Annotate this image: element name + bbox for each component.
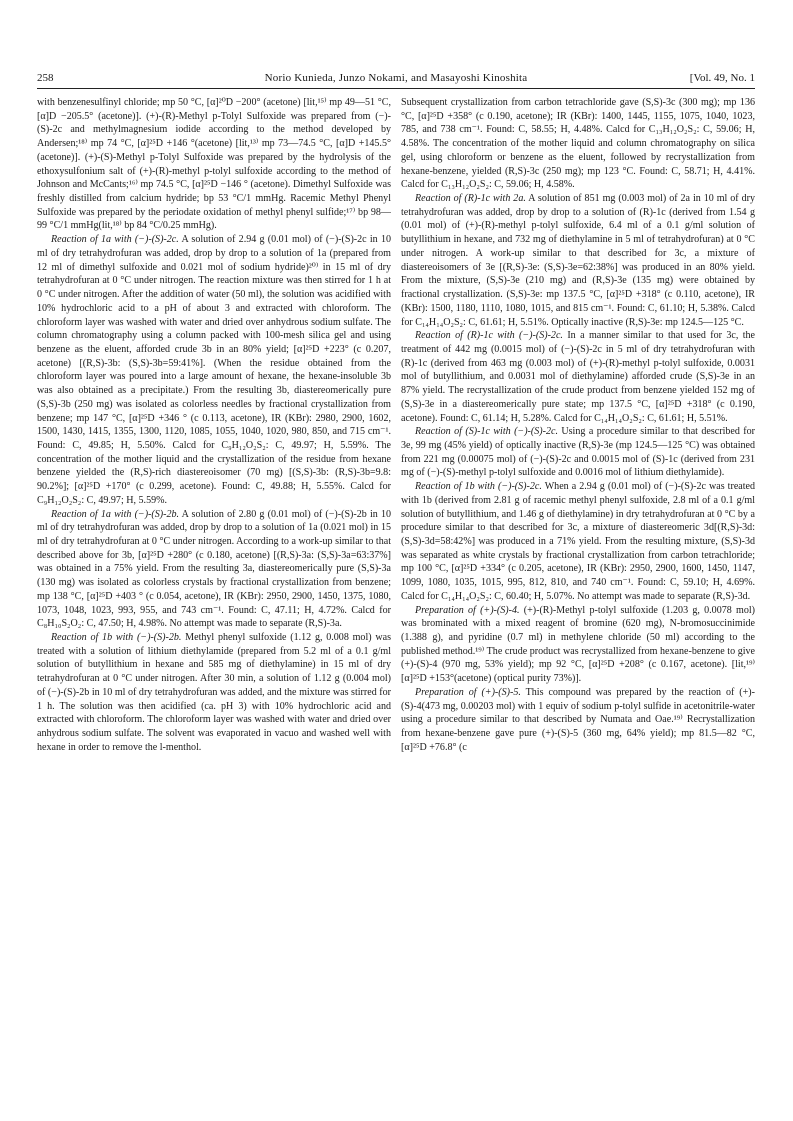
right-column	[401, 96, 755, 1096]
section-heading: Reaction of 1a with (−)-(S)-2c.	[51, 234, 179, 246]
author-line: Norio Kunieda, Junzo Nokami, and Masayoshi Kinoshita	[264, 72, 528, 84]
paragraph	[37, 508, 391, 631]
paragraph-text: When a 2.94 g (0.01 mol) of (−)-(S)-2c was treated with 1b (derived from 2.81 g of racemic methyl phenyl sulfoxide, 2.8 ml of a 0.1 g/ml solution of butyllithium, and 1.46 g of diethylamine) in dry tetrahydrofuran at 0 °C by a procedure similar to that described for 3c, a mixture of diastereomeric 3d[(R,S)-3d: (S,S)-3d=58:42%] was produced in a 71% yield. From the resulting mixture, (S,S)-3d was separated as white crystals by fractional crystallization from carbon tetrachloride; mp 100 °C, [α]²⁵D +334° (c 0.205, acetone), IR (KBr): 2950, 2900, 1600, 1450, 1147, 1099, 1080, 1035, 1015, 995, 812, 810, and 740 cm⁻¹. Found: C, 59.10; H, 4.69%. Calcd for C₁₄H₁₄O₂S₂: C, 60.40; H, 5.07%. No attempt was made to separate (R,S)-3d.	[401, 481, 755, 602]
volume-label: [Vol. 49, No. 1	[689, 72, 755, 84]
paragraph	[401, 480, 755, 603]
section-heading: Reaction of 1b with (−)-(S)-2b.	[51, 632, 182, 644]
left-column	[37, 96, 391, 1096]
paragraph-text: (+)-(R)-Methyl p-tolyl sulfoxide (1.203 g, 0.0078 mol) was brominated with a mixed reagent of bromine (620 mg), N-bromosuccinimide (1.388 g), and pyridine (0.7 ml) in methylene chloride (50 ml) according to the published method.¹⁹⁾ The crude product was recrystallized from hexane-benzene to give (+)-(S)-4 (970 mg, 53% yield); mp 92 °C, [α]²⁵D +208° (c 0.167, acetone). [lit,¹⁹⁾ [α]²⁵D +153°(acetone) (optical purity 73%)].	[401, 604, 755, 685]
paragraph-text: Using a procedure similar to that described for 3e, 99 mg (45% yield) of optically inactive (R,S)-3e (mp 124.5—125 °C) was obtained from 221 mg (0.00075 mol) of (−)-(S)-2c and 0.0015 mol of (S)-1c (derived from 231 mg of (−)-(S)-methyl p-tolyl sulfoxide and 0.0016 mol of lithium diethylamide).	[401, 426, 755, 479]
paragraph-text: A solution of 851 mg (0.003 mol) of 2a in 10 ml of dry tetrahydrofuran was added, drop by drop to a solution of (R)-1c (derived from 1.54 g (0.01 mol) of (+)-(R)-methyl p-tolyl sulfoxide, 6.4 ml of a 0.1 g/ml solution of butyllithium in hexane, and 732 mg of diethylamine in 5 ml of tetrahydrofuran) at 0 °C under nitrogen. A work-up similar to that described for 3c, a mixture of diastereoisomers of 3e [(R,S)-3e: (S,S)-3e=62:38%] was produced in an 80% yield. From the mixture, (S,S)-3e (210 mg) and (R,S)-3e (135 mg) were obtained by fractional crystallization. (S,S)-3e: mp 137.5 °C, [α]²⁵D +318° (c 0.110, acetone), IR (KBr): 1500, 1180, 1110, 1080, 1015, and 815 cm⁻¹. Found: C, 61.10; H, 5.38%. Calcd for C₁₄H₁₄O₂S₂: C, 61.61; H, 5.51%. Optically inactive (R,S)-3e: mp 124.5—125 °C.	[401, 193, 755, 328]
running-header	[37, 72, 755, 89]
paragraph-text: with benzenesulfinyl chloride; mp 50 °C, [α]²⁰D −200° (acetone) [lit,¹⁵⁾ mp 49—51 °C, [α]D −205.5° (acetone)]. (+)-(R)-Methyl p-Tolyl Sulfoxide was prepared from (−)-(S)-2c and methylmagnesium iodide according to the method developed by Andersen;¹⁸⁾ mp 74 °C, [α]²⁵D +146 °(acetone) [lit,¹³⁾ mp 73—74.5 °C, [α]D +145.5° (acetone)]. (+)-(S)-Methyl p-Tolyl Sulfoxide was prepared by the hydrolysis of the ethoxysulfonium salt of (+)-(R)-methyl p-tolyl sulfoxide according to the method of Johnson and McCants;¹⁶⁾ mp 74.5 °C, [α]²⁵D −146 ° (acetone). Dimethyl Sulfoxide was freshly distilled from calcium hydride; bp 53 °C/1 mmHg. Racemic Methyl Phenyl Sulfoxide was prepared by the periodate oxidation of methyl phenyl sulfide;¹⁷⁾ bp 98—99 °C/1 mmHg(lit,¹⁸⁾ bp 84 °C/0.25 mmHg).	[37, 97, 391, 232]
paragraph	[401, 604, 755, 686]
paragraph	[37, 96, 391, 233]
paragraph	[401, 192, 755, 329]
paragraph-text: Subsequent crystallization from carbon tetrachloride gave (S,S)-3c (300 mg); mp 136 °C, [α]²⁵D +358° (c 0.190, acetone); IR (KBr): 1400, 1445, 1155, 1075, 1040, 1023, 785, and 738 cm⁻¹. Found: C, 58.55; H, 4.48%. Calcd for C₁₃H₁₂O₂S₂: C, 59.06; H, 4.58%. The concentration of the mother liquid and column chromatography on silica gel, using chloroform or benzene as the eluent, followed by recrystallization from hexane-benzene, yielded (R,S)-3c (250 mg); mp 123 °C. Found: C, 58.71; H, 4.41%. Calcd for C₁₃H₁₂O₂S₂: C, 59.06; H, 4.58%.	[401, 97, 755, 191]
section-heading: Preparation of (+)-(S)-5.	[415, 686, 521, 698]
section-heading: Reaction of (R)-1c with (−)-(S)-2c.	[415, 330, 563, 342]
paragraph-text: Methyl phenyl sulfoxide (1.12 g, 0.008 mol) was treated with a solution of lithium diethylamide (prepared from 5.2 ml of a 0.1 g/ml solution of butyllithium in hexane and 585 mg of diethylamine) in 15 ml of dry tetrahydrofuran at 0 °C under nitrogen. After 30 min, a solution of 1.12 g (0.004 mol) of (−)-(S)-2b in 10 ml of dry tetrahydrofuran was added, and the mixture was stirred for 1 h. The solution was then acidified (ca. pH 3) with 10% hydrochloric acid and extracted with chloroform. The chloroform layer was washed with water and dried over anhydrous sodium sulfate. The solvent was evaporated in vacuo and washed well with hexane in order to remove the l-menthol.	[37, 632, 391, 753]
paragraph-text: This compound was prepared by the reaction of (+)-(S)-4(473 mg, 0.00203 mol) with 1 equiv of sodium p-tolyl sulfide in acetonitrile-water using a procedure similar to that described by Numata and Oae.¹⁹⁾ Recrystallization from hexane-benzene gave pure (+)-(S)-5 (360 mg, 64% yield); mp 81.5—82 °C, [α]²⁵D +76.8° (c	[401, 686, 755, 753]
section-heading: Reaction of (R)-1c with 2a.	[415, 193, 526, 205]
paragraph-text: In a manner similar to that used for 3c, the treatment of 442 mg (0.0015 mol) of (−)-(S)-2c in 5 ml of dry tetrahydrofuran with (R)-1c (derived from 463 mg (0.003 mol) of (+)-(R)-methyl p-tolyl sulfoxide, 0.0031 mol of butyllithium, and 0.0031 mol of diethylamine) afforded crude (S,S)-3e in an 87% yield. The recrystallization of the crude product from benzene yielded 152 mg of (S,S)-3e in a diastereomerically pure state; mp 137.5 °C, [α]²⁵D +318° (c 0.190, acetone). Found: C, 61.14; H, 5.28%. Calcd for C₁₄H₁₄O₂S₂: C, 61.61; H, 5.51%.	[401, 330, 755, 424]
paragraph-text: A solution of 2.94 g (0.01 mol) of (−)-(S)-2c in 10 ml of dry tetrahydrofuran was added, drop by drop to a solution of 1a (prepared from 12 ml of dimethyl sulfoxide and 0.021 mol of sodium hydride)²⁰⁾ in 15 ml of dry tetrahydrofuran at 0 °C under nitrogen. The reaction mixture was then stirred for 1 h at 0 °C under nitrogen. After the addition of water (50 ml), the solution was acidified with 10% hydrochloric acid to a pH of about 3 and extracted with chloroform. The chloroform layer was washed with water and dried over anhydrous sodium sulfate. The column chromatography using a column packed with 100-mesh silica gel and using benzene as the eluent, afforded crude 3b in an 80% yield; [α]²⁵D +223° (c 0.207, acetone) [(R,S)-3b: (S,S)-3b=59:41%]. (When the residue obtained from the chloroform layer was poured into a large amount of hexane, the hexane-insoluble 3b was also obtained as a precipitate.) From the resulting 3b, diastereomerically pure (S,S)-3b (250 mg) was isolated as colorless needles by fractional crystallization from benzene; mp 147 °C, [α]²⁵D +346 ° (c 0.113, acetone), IR (KBr): 2980, 2900, 1602, 1500, 1430, 1415, 1355, 1300, 1120, 1085, 1055, 1040, 1020, 980, 850, and 715 cm⁻¹. Found: C, 49.85; H, 5.50%. Calcd for C₉H₁₂O₂S₂: C, 49.97; H, 5.59%. The concentration of the mother liquid and the crystallization of the residue from hexane benzene yielded the (R,S)-rich diastereoisomer (70 mg) [(S,S)-3b: (R,S)-3b=9.8: 90.2%]; [α]²⁵D +170° (c 0.299, acetone). Found: C, 49.88; H, 5.55%. Calcd for C₉H₁₂O₂S₂: C, 49.97; H, 5.59%.	[37, 234, 391, 506]
page-number: 258	[37, 72, 54, 84]
section-heading: Preparation of (+)-(S)-4.	[415, 604, 520, 616]
paragraph	[401, 686, 755, 755]
paragraph	[401, 425, 755, 480]
paragraph	[401, 96, 755, 192]
paragraph	[401, 329, 755, 425]
section-heading: Reaction of (S)-1c with (−)-(S)-2c.	[415, 426, 558, 438]
section-heading: Reaction of 1a with (−)-(S)-2b.	[51, 508, 180, 520]
section-heading: Reaction of 1b with (−)-(S)-2c.	[415, 481, 542, 493]
paragraph	[37, 631, 391, 754]
paragraph	[37, 233, 391, 507]
paragraph-text: A solution of 2.80 g (0.01 mol) of (−)-(S)-2b in 10 ml of dry tetrahydrofuran was added, drop by drop to a solution of 1a (0.021 mol) in 15 ml of dry tetrahydrofuran at 0 °C under nitrogen. According to a work-up similar to that described above for 3b, [α]²⁵D +280° (c 0.180, acetone) [(R,S)-3a: (S,S)-3a=63:37%] was obtained in a 75% yield. From the resulting 3a, diastereomerically pure (S,S)-3a (130 mg) was isolated as colorless crystals by fractional crystallization from benzene; mp 138 °C, [α]²⁵D +403 ° (c 0.054, acetone), IR (KBr): 2950, 2900, 1450, 1375, 1080, 1073, 1048, 1023, 993, 955, and 743 cm⁻¹. Found: C, 47.11; H, 4.72%. Calcd for C₈H₁₀S₂O₂: C, 47.50; H, 4.98%. No attempt was made to separate (R,S)-3a.	[37, 508, 391, 630]
